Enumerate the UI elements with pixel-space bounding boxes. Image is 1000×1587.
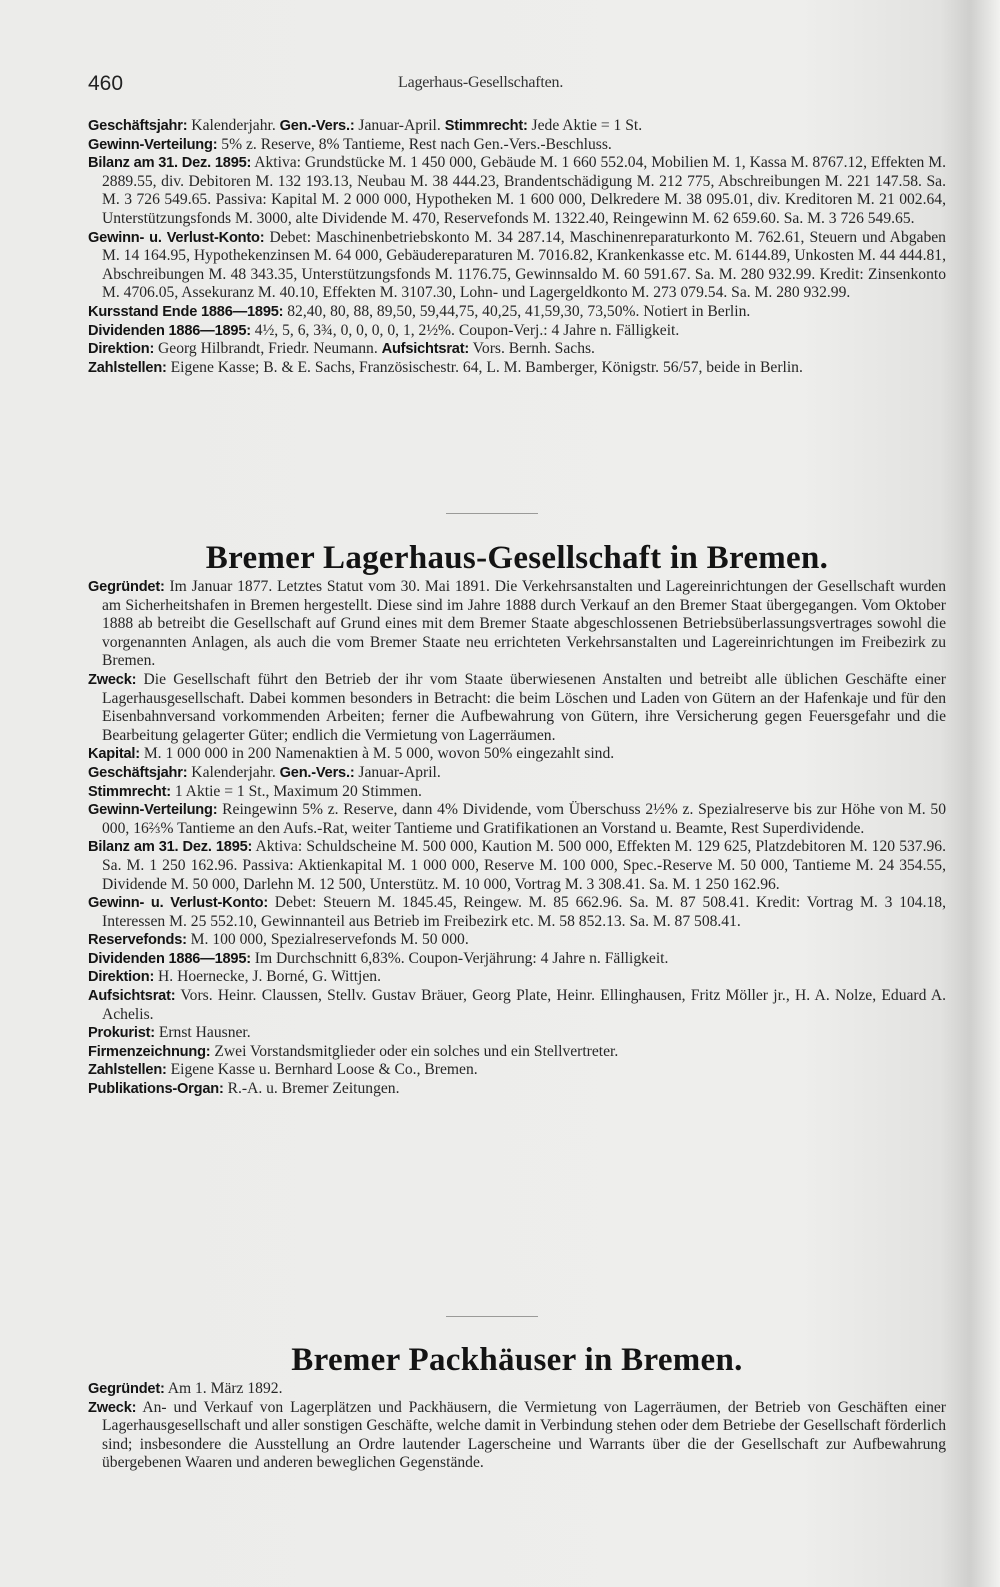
section-title: Bremer Lagerhaus-Gesellschaft in Bremen. bbox=[205, 540, 829, 576]
field-label: Prokurist: bbox=[88, 1025, 155, 1042]
field-value: M. 1 000 000 in 200 Namenaktien à M. 5 000, wovon 50% eingezahlt sind. bbox=[139, 745, 615, 763]
field-value: Zwei Vorstandsmitglieder oder ein solches und ein Stellvertreter. bbox=[210, 1042, 619, 1060]
field-label: Firmenzeichnung: bbox=[88, 1043, 211, 1060]
field-value: 4½, 5, 6, 3¾, 0, 0, 0, 0, 1, 2½%. Coupon-Verj.: 4 Jahre n. Fälligkeit. bbox=[250, 321, 680, 339]
field-label: Zahlstellen: bbox=[88, 1062, 167, 1079]
field-value: Am 1. März 1892. bbox=[164, 1380, 283, 1397]
field-value: Eigene Kasse u. Bernhard Loose & Co., Bremen. bbox=[166, 1061, 478, 1079]
field-value: Im Durchschnitt 6,83%. Coupon-Verjährung: 4 Jahre n. Fälligkeit. bbox=[250, 949, 669, 967]
section-continued-company bbox=[88, 117, 946, 377]
running-title: Lagerhaus-Gesellschaften. bbox=[398, 74, 564, 91]
entry-kursstand bbox=[88, 303, 946, 322]
entry-firmenzeichnung bbox=[88, 1043, 946, 1062]
field-label: Gegründet: bbox=[88, 579, 165, 595]
entry-zahlstellen bbox=[88, 359, 946, 378]
field-value: Die Gesellschaft führt den Betrieb der ihr vom Staate überwiesenen Anstalten und betreibt alle üblichen Geschäfte einer Lagerhausgesellschaft. Dabei kommen besonders in Betracht: die beim Löschen und Laden von Gütern an der Hafenkaje und für den Eisenbahnversand vorkommenden Arbeiten; ferner die Aufbewahrung von Gütern, ihre Versicherung gegen Feuersgefahr und die Bearbeitung gelagerter Güter; endlich die Vermietung von Lagerräumen. bbox=[102, 670, 946, 744]
entry-dividenden bbox=[88, 950, 946, 969]
entry-aufsichtsrat bbox=[88, 987, 946, 1024]
page-header bbox=[88, 72, 948, 96]
entry-gegruendet bbox=[88, 578, 946, 671]
field-value: Debet: Steuern M. 1845.45, Reingew. M. 85 662.96. Sa. M. 87 508.41. Kredit: Vortrag M. 3 104.18, Interessen M. 25 552.10, Gewinnanteil aus Betrieb im Freibezirk etc. M. 58 852.13. Sa. M. 87 508.41. bbox=[102, 894, 946, 930]
field-label: Aufsichtsrat: bbox=[88, 988, 176, 1005]
entry-kapital bbox=[88, 745, 946, 764]
field-label: Kapital: bbox=[88, 746, 140, 763]
entry-gewinn-verteilung bbox=[88, 801, 946, 838]
entry-zahlstellen bbox=[88, 1061, 946, 1080]
field-label: Reservefonds: bbox=[88, 932, 187, 949]
field-label: Stimmrecht: bbox=[88, 783, 171, 800]
entry-dividenden bbox=[88, 322, 946, 341]
field-value: Januar-April. bbox=[354, 763, 441, 781]
field-label: Direktion: bbox=[88, 341, 155, 358]
field-label: Geschäftsjahr: bbox=[88, 764, 188, 781]
section-divider bbox=[446, 1316, 538, 1317]
field-label: Gen.-Vers.: bbox=[279, 764, 355, 781]
field-value: R.-A. u. Bremer Zeitungen. bbox=[223, 1080, 400, 1098]
section-divider bbox=[446, 513, 538, 514]
field-label: Geschäftsjahr: bbox=[88, 118, 188, 134]
field-value: Debet: Maschinenbetriebskonto M. 34 287.14, Maschinenreparaturkonto M. 762.61, Steuern und Abgaben M. 14 164.95, Hypothekenzinsen M. 64 000, Gebäudereparaturen M. 7016.82, Krankenkasse etc. M. 6144.89, Unkosten M. 44 444.81, Abschreibungen M. 48 343.35, Unterstützungsfonds M. 1176.75, Gewinnsaldo M. 60 591.67. Sa. M. 280 932.99. Kredit: Zinsenkonto M. 4706.05, Assekuranz M. 40.10, Effekten M. 3107.30, Lohn- und Lagergeldkonto M. 273 079.54. Sa. M. 280 932.99. bbox=[102, 228, 946, 302]
field-value: Im Januar 1877. Letztes Statut vom 30. Mai 1891. Die Verkehrsanstalten und Lagereinrichtungen der Gesellschaft wurden am Sicherheitshafen in Bremen hergestellt. Diese sind im Jahre 1888 durch Verkauf an den Bremer Staat übergegangen. Vom Oktober 1888 ab betreibt die Gesellschaft auf Grund eines mit dem Bremer Staate abgeschlossenen Betriebsüberlassungsvertrages sowohl die vorgenannten Anlagen, als auch die vom Bremer Staate neu errichteten Verkehrsanstalten und Lagereinrichtungen im Freibezirk zu Bremen. bbox=[102, 578, 946, 670]
field-value: Januar-April. bbox=[354, 117, 445, 134]
section-heading-wrapper bbox=[88, 1340, 946, 1380]
field-label: Aufsichtsrat: bbox=[381, 341, 470, 358]
section-heading-wrapper bbox=[88, 538, 946, 578]
field-value: Aktiva: Grundstücke M. 1 450 000, Gebäude M. 1 660 552.04, Mobilien M. 1, Kassa M. 8767.12, Effekten M. 2889.55, div. Debitoren M. 132 193.13, Neubau M. 38 444.23, Brandentschädigung M. 212 775, Abschreibungen M. 221 147.58. Sa. M. 3 726 549.65. Passiva: Kapital M. 2 000 000, Hypotheken M. 1 600 000, Delkredere M. 38 095.01, div. Kreditoren M. 21 002.64, Unterstützungsfonds M. 3000, alte Dividende M. 470, Reservefonds M. 1322.40, Reingewinn M. 62 659.60. Sa. M. 3 726 549.65. bbox=[102, 154, 946, 227]
entry-prokurist bbox=[88, 1024, 946, 1043]
field-value: Jede Aktie = 1 St. bbox=[527, 117, 643, 134]
field-value: 5% z. Reserve, 8% Tantieme, Rest nach Gen.-Vers.-Beschluss. bbox=[217, 135, 612, 153]
field-label: Dividenden 1886—1895: bbox=[88, 322, 251, 339]
field-value: Kalenderjahr. bbox=[187, 117, 280, 134]
entry-gegruendet bbox=[88, 1380, 946, 1399]
entry-direktion bbox=[88, 968, 946, 987]
field-label: Gewinn- u. Verlust-Konto: bbox=[88, 229, 265, 246]
field-label: Bilanz am 31. Dez. 1895: bbox=[88, 839, 253, 856]
field-value: Vors. Bernh. Sachs. bbox=[469, 340, 595, 358]
field-value: Ernst Hausner. bbox=[154, 1024, 251, 1042]
entry-gewinn-verlust-konto bbox=[88, 894, 946, 931]
field-label: Publikations-Organ: bbox=[88, 1081, 224, 1098]
entry-zweck bbox=[88, 671, 946, 745]
entry-geschaeftsjahr bbox=[88, 117, 946, 136]
entry-geschaeftsjahr bbox=[88, 764, 946, 783]
entry-zweck bbox=[88, 1399, 946, 1473]
field-value: H. Hoernecke, J. Borné, G. Wittjen. bbox=[154, 968, 381, 986]
entry-gewinn-verteilung bbox=[88, 136, 946, 155]
field-value: Georg Hilbrandt, Friedr. Neumann. bbox=[154, 340, 382, 358]
entry-reservefonds bbox=[88, 931, 946, 950]
field-label: Stimmrecht: bbox=[444, 118, 528, 134]
field-label: Gewinn-Verteilung: bbox=[88, 136, 218, 153]
field-label: Gen.-Vers.: bbox=[279, 118, 355, 134]
field-value: Vors. Heinr. Claussen, Stellv. Gustav Bräuer, Georg Plate, Heinr. Ellinghausen, Fritz Möller jr., H. A. Nolze, Eduard A. Achelis. bbox=[102, 987, 946, 1023]
entry-bilanz bbox=[88, 838, 946, 894]
field-value: Aktiva: Schuldscheine M. 500 000, Kaution M. 500 000, Effekten M. 129 625, Platzdebitoren M. 120 537.96. Sa. M. 1 250 162.96. Passiva: Aktienkapital M. 1 000 000, Reserve M. 100 000, Spec.-Reserve M. 50 000, Tantieme M. 24 354.55, Dividende M. 50 000, Darlehn M. 12 500, Unterstütz. M. 10 000, Vortrag M. 3 308.41. Sa. M. 1 250 162.96. bbox=[102, 838, 946, 893]
entry-publikations-organ bbox=[88, 1080, 946, 1099]
field-label: Gegründet: bbox=[88, 1381, 165, 1397]
entry-bilanz bbox=[88, 154, 946, 228]
entry-stimmrecht bbox=[88, 783, 946, 802]
field-value: An- und Verkauf von Lagerplätzen und Packhäusern, die Vermietung von Lagerräumen, der Betrieb von Geschäften einer Lagerhausgesellschaft und aller sonstigen Geschäfte, welche damit in Verbindung stehen oder dem Betriebe der Gesellschaft förderlich sind; insbesondere die Ausstellung an Ordre lautender Lagerscheine und Warrants über die der Gesellschaft zur Aufbewahrung übergebenen Waaren und anderen beweglichen Gegenstände. bbox=[102, 1398, 946, 1472]
field-value: 1 Aktie = 1 St., Maximum 20 Stimmen. bbox=[170, 782, 422, 800]
field-value: Reingewinn 5% z. Reserve, dann 4% Dividende, vom Überschuss 2½% z. Spezialreserve bis zur Höhe von M. 50 000, 16⅔% Tantieme an den Aufs.-Rat, weiter Tantieme und Gratifikationen an Vorstand u. Beamte, Rest Superdividende. bbox=[102, 801, 946, 837]
field-label: Kursstand Ende 1886—1895: bbox=[88, 303, 284, 320]
field-label: Dividenden 1886—1895: bbox=[88, 950, 251, 967]
entry-gewinn-verlust-konto bbox=[88, 229, 946, 303]
section-title: Bremer Packhäuser in Bremen. bbox=[291, 1342, 743, 1378]
field-label: Zahlstellen: bbox=[88, 359, 167, 376]
field-value: Kalenderjahr. bbox=[187, 763, 280, 781]
field-value: M. 100 000, Spezialreservefonds M. 50 000. bbox=[186, 931, 469, 949]
field-label: Zweck: bbox=[88, 1399, 137, 1416]
page-number: 460 bbox=[88, 72, 124, 95]
field-label: Bilanz am 31. Dez. 1895: bbox=[88, 155, 252, 172]
field-value: 82,40, 80, 88, 89,50, 59,44,75, 40,25, 41,59,30, 73,50%. Notiert in Berlin. bbox=[283, 302, 751, 320]
field-value: Eigene Kasse; B. & E. Sachs, Französischestr. 64, L. M. Bamberger, Königstr. 56/57, beide in Berlin. bbox=[166, 358, 803, 376]
section-bremer-lagerhaus bbox=[88, 578, 946, 1099]
entry-direktion bbox=[88, 340, 946, 359]
field-label: Gewinn- u. Verlust-Konto: bbox=[88, 895, 268, 912]
field-label: Direktion: bbox=[88, 969, 155, 986]
field-label: Gewinn-Verteilung: bbox=[88, 802, 218, 819]
field-label: Zweck: bbox=[88, 671, 137, 688]
section-bremer-packhaeuser bbox=[88, 1380, 946, 1473]
